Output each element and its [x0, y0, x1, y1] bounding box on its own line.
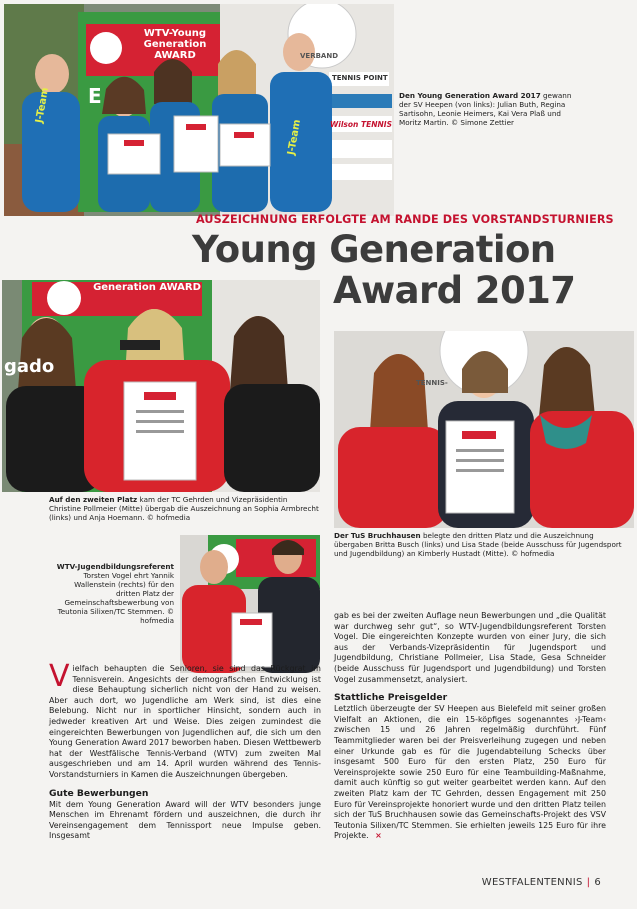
caption-second-credit: © hofmedia: [146, 513, 191, 522]
article-title-line2: Award 2017: [333, 269, 576, 312]
sign-verband: VERBAND: [300, 52, 339, 60]
photo-sv-heepen: [4, 4, 394, 216]
caption-third-text: belegte den dritten Platz und die Auszeichnung übergaben Britta Busch (links) und Lisa Stade (beide Ausschuss für Jugendsport und Jugendbildung) an Kimberly Hustadt (Mitte).: [334, 531, 622, 558]
caption-third: [334, 531, 626, 558]
banner-text-2: Generation AWARD: [93, 282, 201, 293]
article-para-4: Letztlich überzeugte der SV Heepen aus Bielefeld mit seiner großen Vielfalt an Aktionen, die ein 15-köpfiges sogenanntes ›J-Team‹ zwischen 15 und 26 Jahren regelmäßig durchführt. Fünf Teammitglieder waren bei der Preisverleihung zugegen und neben einer Urkunde gab es für die Jugendabteilung Schecks über insgesamt 500 Euro für den ersten Platz, 250 Euro für Vereinsprojekte sowie 250 Euro für eine Teambuilding-Maßnahme, damit auch künftig so gut weiter gearbeitet werden kann. Auf den zweiten Platz kam der TC Gehrden, dessen Engagement mit 250 Euro für Vereinsprojekte honoriert wurde und den dritten Platz teilen sich der TuS Bruchhausen sowie das Gemeinschafts-Projekt des VSV Teutonia Silixen/TC Stemmen. Sie erhielten jeweils 125 Euro für ihre Projekte.: [334, 704, 606, 841]
article-intro: ielfach behaupten die Senioren, sie sind das Rückgrat im Tennisverein. Angesichts der demografischen Entwicklung ist diese Behauptung sicherlich nicht von der Hand zu weisen. Aber auch dort, wo Jugendliche am Werk sind, ist dies eine Belebung. Nicht nur in sportlicher Hinsicht, sondern auch in jedweder kreativen Art und Weise. Dies zeigen zumindest die eingereichten Bewerbungen von Jugendlichen auf, die sich um den Young Generation Award 2017 beworben haben. Diesen Wettbewerb hat der Westfälische Tennis-Verband (WTV) zum zweiten Mal ausgeschrieben und am 14. April wurden während des Tennis-Vorstandsturniers in Kamen die Auszeichnungen übergeben.: [49, 664, 321, 779]
article-title-line1: Young Generation: [192, 228, 556, 271]
subhead-gute-bewerbungen: Gute Bewerbungen: [49, 787, 149, 799]
caption-referent-bold: WTV-Jugendbildungsreferent: [56, 562, 174, 571]
caption-second-text: kam der TC Gehrden und Vizepräsidentin Christine Pollmeier (Mitte) übergab die Auszeichnung an Sophia Armbrecht (links) und Anja Hoemann.: [49, 495, 319, 522]
caption-top-bold: Den Young Generation Award 2017: [399, 91, 541, 100]
article-column-1: [49, 659, 321, 842]
caption-third-bold: Der TuS Bruchhausen: [334, 531, 421, 540]
article-para-2: Mit dem Young Generation Award will der WTV besonders junge Menschen im Ehrenamt fördern und auszeichnen, die durch ihr Vereinsengagement dem Tennissport neue Impulse geben. Insgesamt: [49, 799, 321, 841]
subhead-stattliche-preisgelder: Stattliche Preisgelder: [334, 692, 448, 704]
caption-top: [399, 91, 575, 127]
caption-third-credit: © hofmedia: [511, 549, 555, 558]
caption-top-text: gewann der SV Heepen (von links): Julian Buth, Regina Sartisohn, Leonie Heimers, Kai Vera Plaß und Moritz Martin.: [399, 91, 572, 127]
caption-referent-text: Torsten Vogel ehrt Yannik Wallenstein (rechts) für den dritten Platz der Gemeinschaftsbewerbung von Teutonia Silixen/TC Stemmen.: [57, 571, 174, 616]
photo-tus-bruchhausen: [334, 331, 634, 528]
caption-referent: [56, 562, 174, 625]
banner-text: WTV-Young Generation AWARD: [143, 28, 207, 61]
article-dropcap: V: [49, 659, 70, 694]
caption-second: [49, 495, 321, 522]
article-end-mark: ×: [375, 831, 382, 841]
caption-top-credit: © Simone Zettier: [450, 118, 515, 127]
photo-tc-gehrden: [2, 280, 320, 492]
article-column-2: [334, 611, 606, 842]
article-para-3: gab es bei der zweiten Auflage neun Bewerbungen und „die Qualität war durchweg sehr gut“, so WTV-Jugendbildungsreferent Torsten Vogel. Die eingereichten Konzepte wurden von einer Jury, die sich aus der Verbands-Vizepräsidentin für Jugendsport und Jugendbildung, Christiane Pollmeier, Lisa Stade, Gesa Schneider (beide Ausschuss für Jugendsport und Jugendbildung) und Torsten Vogel zusammensetzt, analysiert.: [334, 611, 606, 684]
sign-tennis-arc: TENNIS-: [416, 379, 448, 387]
photo-torsten-vogel: [180, 535, 320, 673]
footer-magazine-name: WESTFALENTENNIS: [481, 877, 583, 888]
caption-second-bold: Auf den zweiten Platz: [49, 495, 138, 504]
sign-tennis-point: TENNIS POINT: [332, 74, 388, 82]
jteam-print-2: J-Team: [286, 118, 304, 156]
footer-page-number: 6: [594, 877, 601, 888]
footer-separator: |: [586, 877, 591, 888]
jteam-print: J-Team: [34, 86, 52, 124]
caption-referent-credit: © hofmedia: [140, 607, 174, 625]
sign-wilson: Wilson TENNIS: [330, 120, 392, 129]
page-footer: [482, 877, 601, 888]
sign-e: E: [88, 84, 102, 108]
article-kicker: AUSZEICHNUNG ERFOLGTE AM RANDE DES VORSTANDSTURNIERS: [196, 213, 614, 226]
sign-gado: gado: [4, 356, 55, 377]
